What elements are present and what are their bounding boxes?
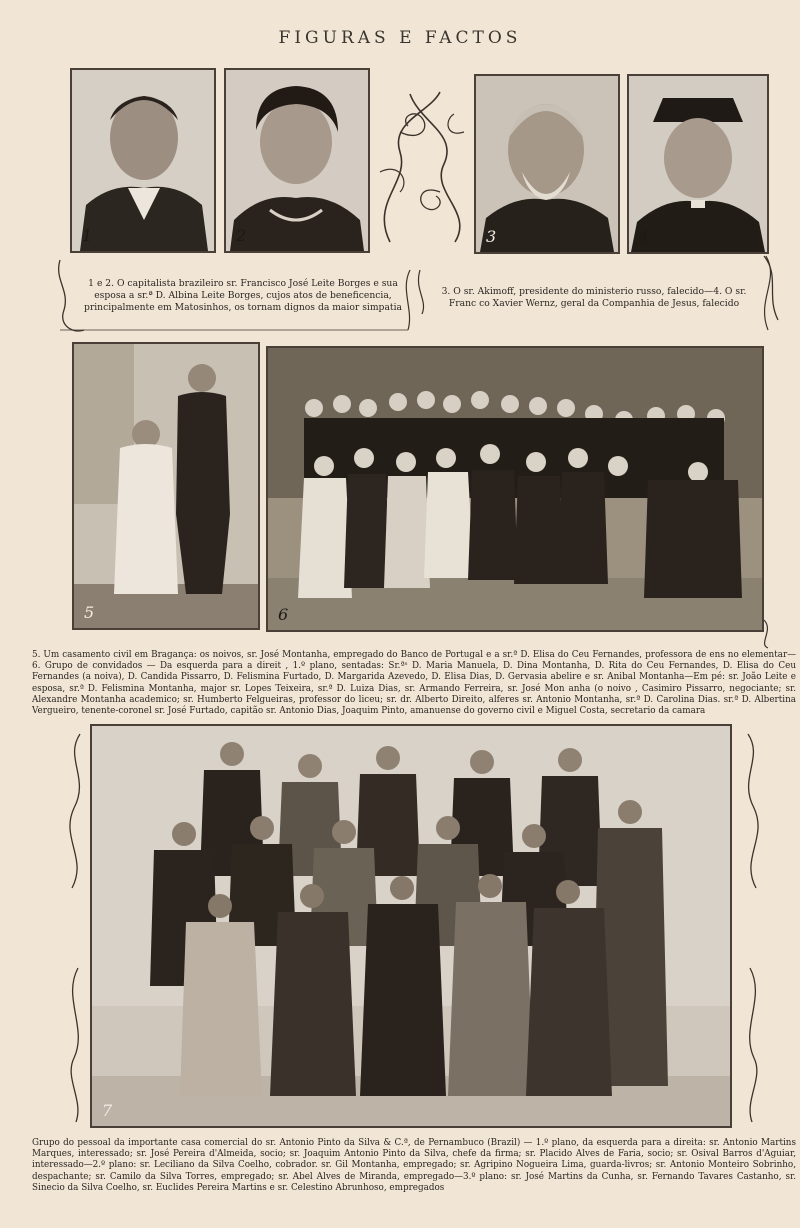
frame-ornament-row3-right: [730, 728, 770, 1128]
ornament-scroll: [370, 72, 474, 252]
figure-number: 6: [278, 605, 289, 624]
figure-number: 4: [639, 227, 650, 246]
frame-ornament-row3-left: [60, 728, 94, 1128]
frame-ornament-row2: [740, 250, 780, 650]
portrait-photo-3: [474, 74, 620, 254]
page-title: FIGURAS E FACTOS: [278, 28, 522, 48]
figure-number: 7: [102, 1101, 113, 1120]
portrait-photo-1: [70, 68, 216, 253]
figure-number: 1: [82, 226, 93, 245]
staff-group-photo-7: [90, 724, 732, 1128]
figure-number: 5: [84, 603, 95, 622]
figure-number: 3: [486, 227, 497, 246]
figure-number: 2: [236, 226, 247, 245]
caption-figure-7: Grupo do pessoal da importante casa comercial do sr. Antonio Pinto da Silva & C.ª, de Pernambuco (Brazil) — 1.º plano, da esquerda para a direita: sr. Antonio Martins Marques, interessado; sr. José Pereira d'Almeida, socio; sr. Joaquim Antonio Pinto da Silva, chefe da firma; sr. Placido Alves de Faria, socio; sr. Osival Barros d'Aguiar, interessado—2.º plano: sr. Leciliano da Silva Coelho, cobrador. sr. Gil Montanha, empregado; sr. Agripino Nogueira Lima, guarda-livros; sr. Antonio Monteiro Sobrinho, despachante; sr. Camilo da Silva Torres, empregado; sr. Abel Alves de Miranda, empregado—3.º plano: sr. José Martins da Cunha, sr. Fernando Tavares Castanho, sr. Sinecio da Silva Coelho, sr. Euclides Pereira Martins e sr. Celestino Abrunhoso, empregados: [32, 1138, 796, 1193]
portrait-photo-2: [224, 68, 370, 253]
caption-figures-5-6: 5. Um casamento civil em Bragança: os noivos, sr. José Montanha, empregado do Banco de Portugal e a sr.ª D. Elisa do Ceu Fernandes, professora de ens no elementar—6. Grupo de convidados — Da esquerda para a direit , 1.º plano, sentadas: Sr.ªˢ D. Maria Manuela, D. Dina Montanha, D. Rita do Ceu Fernandes, D. Elisa do Ceu Fernandes (a noiva), D. Candida Pissarro, D. Felismina Furtado, D. Margarida Azevedo, D. Elisa Dias, D. Gervasia abelire e sr. Anibal Montanha—Em pé: sr. João Leite e esposa, sr.ª D. Felismina Montanha, major sr. Lopes Teixeira, sr.ª D. Luiza Dias, sr. Armando Ferreira, sr. José Mon anha (o noivo , Casimiro Pissarro, negociante; sr. Alexandre Montanha academico; sr. Humberto Felgueiras, professor do liceu; sr. dr. Alberto Direito, alferes sr. Antonio Montanha, sr.ª D. Carolina Dias. sr.ª D. Albertina Vergueiro, tenente-coronel sr. José Furtado, capitão sr. Antonio Dias, Joaquim Pinto, amanuense do governo civil e Miguel Costa, secretario da camara: [32, 650, 796, 717]
wedding-couple-photo-5: [72, 342, 260, 630]
wedding-guests-photo-6: [266, 346, 764, 632]
portrait-photo-4: [627, 74, 769, 254]
caption-figures-3-4: 3. O sr. Akimoff, presidente do ministerio russo, falecido—4. O sr. Franc co Xavier Wernz, geral da Companhia de Jesus, falecido: [441, 286, 747, 309]
caption-figures-1-2: 1 e 2. O capitalista brazileiro sr. Francisco José Leite Borges e sua esposa a sr.ª D. Albina Leite Borges, cujos atos de beneficencia, principalmente em Matosinhos, os tornam dignos da maior simpatia: [83, 278, 403, 313]
